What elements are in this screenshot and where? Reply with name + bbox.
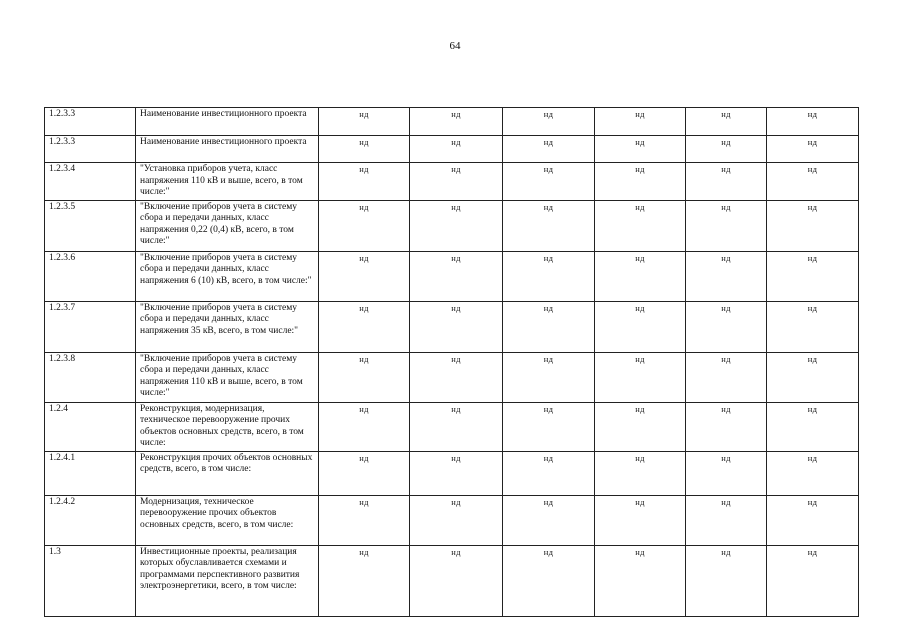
row-value: нд — [319, 451, 410, 495]
row-value: нд — [595, 495, 686, 545]
row-value: нд — [503, 251, 595, 301]
row-value: нд — [686, 108, 767, 136]
row-value: нд — [767, 495, 859, 545]
row-value: нд — [410, 545, 503, 616]
row-value: нд — [410, 352, 503, 402]
row-value: нд — [410, 451, 503, 495]
row-value: нд — [319, 108, 410, 136]
table-row — [45, 451, 859, 495]
row-value: нд — [410, 251, 503, 301]
row-name: "Установка приборов учета, класс напряжения 110 кВ и выше, всего, в том числе:" — [136, 163, 319, 201]
row-value: нд — [595, 545, 686, 616]
row-value: нд — [595, 402, 686, 451]
row-value: нд — [767, 402, 859, 451]
row-name: Инвестиционные проекты, реализация которых обуславливается схемами и программами перспективного развития электроэнергетики, всего, в том числе: — [136, 545, 319, 616]
row-value: нд — [503, 136, 595, 163]
row-value: нд — [319, 163, 410, 201]
row-value: нд — [767, 200, 859, 251]
row-name: Реконструкция, модернизация, техническое перевооружение прочих объектов основных средств, всего, в том числе: — [136, 402, 319, 451]
row-code: 1.2.4.1 — [45, 451, 136, 495]
row-value: нд — [595, 136, 686, 163]
row-value: нд — [595, 163, 686, 201]
row-value: нд — [503, 451, 595, 495]
row-value: нд — [686, 495, 767, 545]
row-value: нд — [503, 163, 595, 201]
row-value: нд — [503, 352, 595, 402]
row-value: нд — [595, 251, 686, 301]
row-code: 1.2.3.5 — [45, 200, 136, 251]
row-name: "Включение приборов учета в систему сбора и передачи данных, класс напряжения 35 кВ, всего, в том числе:" — [136, 301, 319, 352]
row-code: 1.2.3.7 — [45, 301, 136, 352]
table-row — [45, 545, 859, 616]
row-code: 1.2.4.2 — [45, 495, 136, 545]
table-row — [45, 108, 859, 136]
row-value: нд — [767, 451, 859, 495]
table-row — [45, 301, 859, 352]
row-name: Наименование инвестиционного проекта — [136, 108, 319, 136]
table-row — [45, 251, 859, 301]
row-value: нд — [503, 301, 595, 352]
row-value: нд — [319, 352, 410, 402]
table-row — [45, 136, 859, 163]
row-value: нд — [503, 495, 595, 545]
row-value: нд — [319, 251, 410, 301]
row-value: нд — [503, 200, 595, 251]
row-value: нд — [410, 301, 503, 352]
row-name: Реконструкция прочих объектов основных средств, всего, в том числе: — [136, 451, 319, 495]
row-name: "Включение приборов учета в систему сбора и передачи данных, класс напряжения 6 (10) кВ, всего, в том числе:" — [136, 251, 319, 301]
row-value: нд — [595, 108, 686, 136]
row-value: нд — [767, 545, 859, 616]
row-value: нд — [686, 251, 767, 301]
table-row — [45, 495, 859, 545]
table-row — [45, 402, 859, 451]
row-value: нд — [686, 451, 767, 495]
row-value: нд — [410, 402, 503, 451]
row-value: нд — [767, 136, 859, 163]
row-value: нд — [686, 136, 767, 163]
row-code: 1.2.3.4 — [45, 163, 136, 201]
row-name: Модернизация, техническое перевооружение прочих объектов основных средств, всего, в том числе: — [136, 495, 319, 545]
row-value: нд — [686, 200, 767, 251]
page-number: 64 — [449, 40, 461, 52]
row-value: нд — [319, 495, 410, 545]
row-value: нд — [686, 301, 767, 352]
row-code: 1.2.3.8 — [45, 352, 136, 402]
row-value: нд — [595, 200, 686, 251]
row-value: нд — [319, 200, 410, 251]
row-code: 1.2.3.3 — [45, 136, 136, 163]
row-name: "Включение приборов учета в систему сбора и передачи данных, класс напряжения 0,22 (0,4) кВ, всего, в том числе:" — [136, 200, 319, 251]
row-value: нд — [595, 451, 686, 495]
row-name: "Включение приборов учета в систему сбора и передачи данных, класс напряжения 110 кВ и выше, всего, в том числе:" — [136, 352, 319, 402]
row-value: нд — [503, 402, 595, 451]
row-value: нд — [767, 108, 859, 136]
row-value: нд — [767, 301, 859, 352]
row-value: нд — [686, 163, 767, 201]
row-value: нд — [767, 163, 859, 201]
row-value: нд — [319, 545, 410, 616]
table-row — [45, 200, 859, 251]
row-code: 1.2.4 — [45, 402, 136, 451]
row-code: 1.2.3.3 — [45, 108, 136, 136]
row-code: 1.3 — [45, 545, 136, 616]
row-value: нд — [410, 136, 503, 163]
row-value: нд — [595, 352, 686, 402]
row-value: нд — [767, 352, 859, 402]
row-value: нд — [319, 301, 410, 352]
row-value: нд — [410, 200, 503, 251]
row-value: нд — [410, 495, 503, 545]
row-name: Наименование инвестиционного проекта — [136, 136, 319, 163]
table-row — [45, 352, 859, 402]
row-value: нд — [686, 545, 767, 616]
row-value: нд — [767, 251, 859, 301]
row-value: нд — [410, 108, 503, 136]
row-value: нд — [686, 402, 767, 451]
row-value: нд — [319, 402, 410, 451]
investment-table — [44, 107, 859, 617]
row-value: нд — [595, 301, 686, 352]
row-code: 1.2.3.6 — [45, 251, 136, 301]
table-row — [45, 163, 859, 201]
row-value: нд — [319, 136, 410, 163]
row-value: нд — [686, 352, 767, 402]
row-value: нд — [410, 163, 503, 201]
row-value: нд — [503, 108, 595, 136]
row-value: нд — [503, 545, 595, 616]
